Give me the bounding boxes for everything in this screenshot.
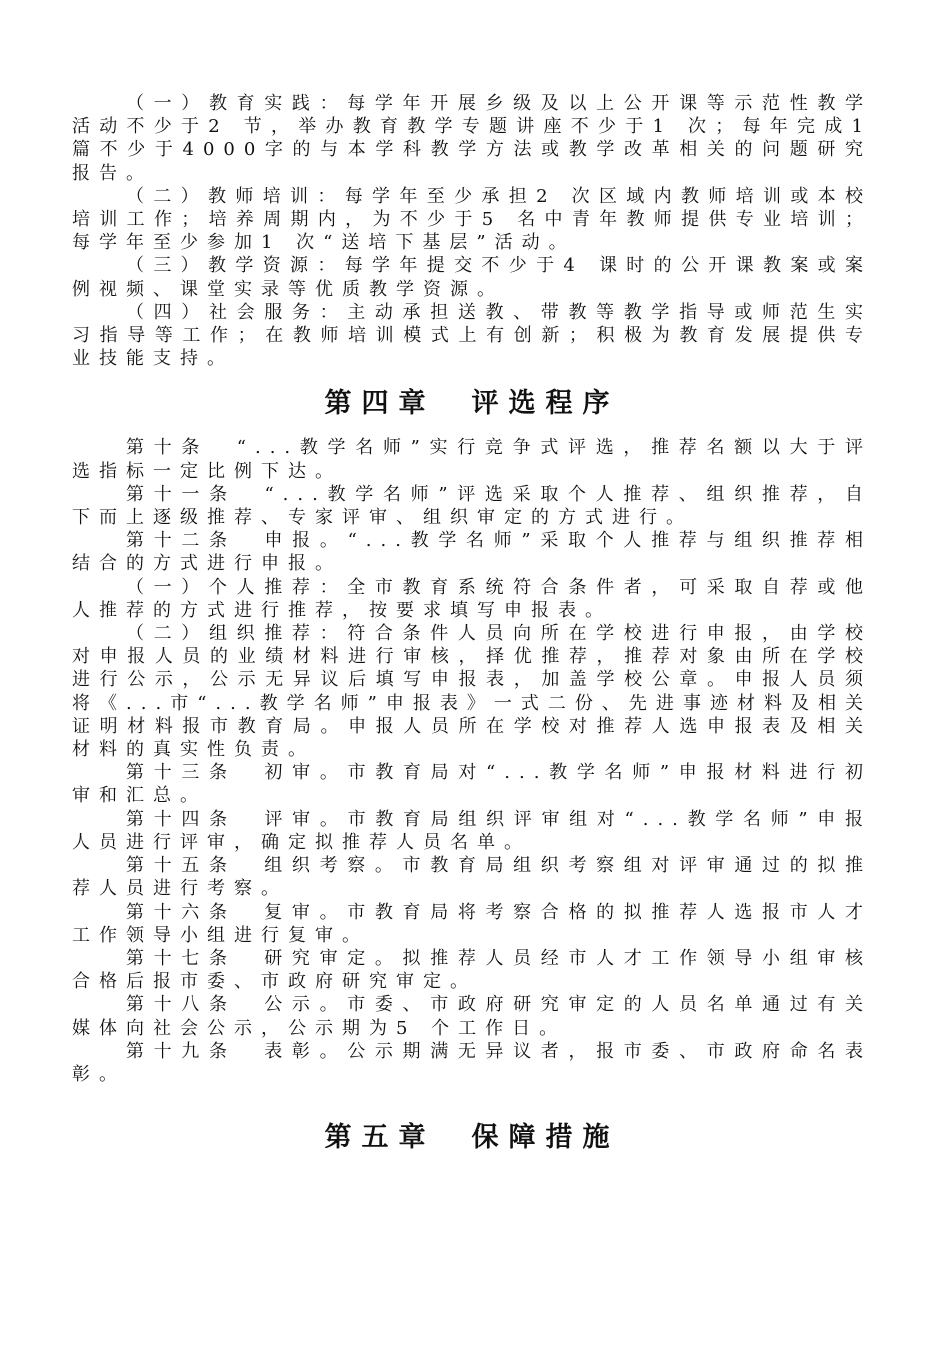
paragraph-teaching-resources: （三）教学资源：每学年提交不少于4 课时的公开课教案或案例视频、课堂实录等优质教学资源。 — [72, 255, 872, 300]
chapter-5-heading — [72, 1122, 872, 1154]
article-17: 第十七条 研究审定。拟推荐人员经市人才工作领导小组审核合格后报市委、市政府研究审定。 — [72, 947, 872, 993]
article-12-item-1: （一）个人推荐：全市教育系统符合条件者，可采取自荐或他人推荐的方式进行推荐，按要求填写申报表。 — [72, 576, 872, 621]
paragraph-teacher-training: （二）教师培训：每学年至少承担2 次区域内教师培训或本校培训工作；培养周期内，为不少于5 名中青年教师提供专业培训；每学年至少参加1 次“送培下基层”活动。 — [72, 185, 872, 254]
article-11: 第十一条 “...教学名师”评选采取个人推荐、组织推荐，自下而上逐级推荐、专家评审、组织审定的方式进行。 — [72, 483, 872, 529]
chapter-5-number: 第五章 — [324, 1122, 436, 1154]
chapter-4-title: 评选程序 — [471, 388, 620, 420]
article-14: 第十四条 评审。市教育局组织评审组对“...教学名师”申报人员进行评审，确定拟推荐人员名单。 — [72, 808, 872, 853]
paragraph-education-practice: （一）教育实践：每学年开展乡级及以上公开课等示范性教学活动不少于2 节，举办教育教学专题讲座不少于1 次；每年完成1 篇不少于4000字的与本学科教学方法或教学改革相关的问题研究报告。 — [72, 93, 872, 184]
article-19: 第十九条 表彰。公示期满无异议者，报市委、市政府命名表彰。 — [72, 1040, 872, 1085]
article-15: 第十五条 组织考察。市教育局组织考察组对评审通过的拟推荐人员进行考察。 — [72, 855, 872, 900]
chapter-4-heading — [72, 388, 872, 420]
paragraph-social-service: （四）社会服务：主动承担送教、带教等教学指导或师范生实习指导等工作；在教师培训模式上有创新；积极为教育发展提供专业技能支持。 — [72, 301, 872, 370]
chapter-5-title: 保障措施 — [471, 1122, 620, 1154]
article-13: 第十三条 初审。市教育局对“...教学名师”申报材料进行初审和汇总。 — [72, 762, 872, 807]
article-18: 第十八条 公示。市委、市政府研究审定的人员名单通过有关媒体向社会公示，公示期为5 个工作日。 — [72, 994, 872, 1039]
article-10: 第十条 “...教学名师”实行竞争式评选，推荐名额以大于评选指标一定比例下达。 — [72, 437, 872, 482]
document-page — [72, 92, 872, 1154]
article-12-item-2: （二）组织推荐：符合条件人员向所在学校进行申报，由学校对申报人员的业绩材料进行审核，择优推荐，推荐对象由所在学校进行公示，公示无异议后填写申报表，加盖学校公章。申报人员须将《...市“...教学名师”申报表》一式二份、先进事迹材料及相关证明材料报市教育局。申报人员所在学校对推荐人选申报表及相关材料的真实性负责。 — [72, 623, 872, 761]
article-12: 第十二条 申报。“...教学名师”采取个人推荐与组织推荐相结合的方式进行申报。 — [72, 530, 872, 575]
chapter-4-number: 第四章 — [324, 388, 436, 420]
article-16: 第十六条 复审。市教育局将考察合格的拟推荐人选报市人才工作领导小组进行复审。 — [72, 901, 872, 946]
